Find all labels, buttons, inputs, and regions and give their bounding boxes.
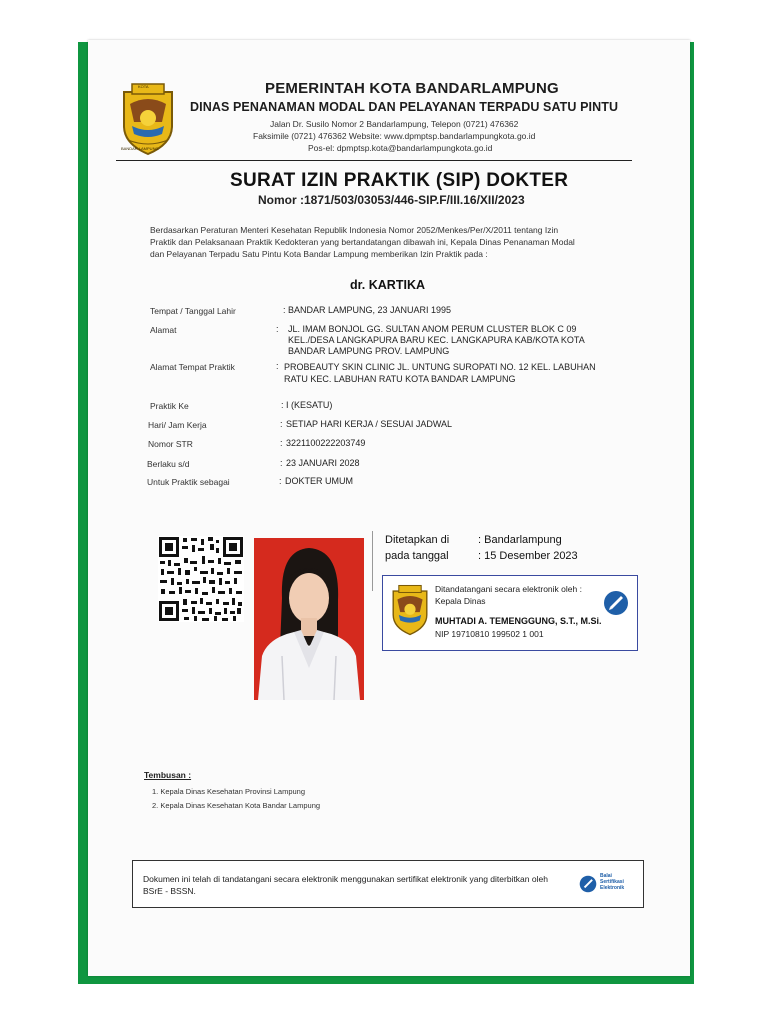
colon: : (279, 476, 282, 486)
footer-note-line: BSrE - BSSN. (143, 886, 196, 896)
qr-code-icon (158, 536, 244, 622)
str-value: 3221100222203749 (286, 438, 366, 448)
colon: : (283, 305, 286, 315)
address-line-3: BANDAR LAMPUNG PROV. LAMPUNG (288, 346, 450, 356)
copies-item: 1. Kepala Dinas Kesehatan Provinsi Lampung (152, 787, 306, 796)
city-emblem-icon (389, 583, 431, 637)
intro-paragraph (150, 224, 640, 260)
birth-label: Tempat / Tanggal Lahir (150, 306, 236, 316)
footer-note (143, 873, 583, 897)
logo-top-text: KOTA (138, 84, 149, 89)
address-value (288, 324, 585, 357)
valid-value: 23 JANUARI 2028 (286, 458, 360, 468)
practice-address-label: Alamat Tempat Praktik (150, 362, 235, 372)
official-nip: NIP 19710810 199502 1 001 (435, 629, 544, 639)
colon: : (280, 458, 283, 468)
fax-website-line: Faksimile (0721) 476362 Website: www.dpmptsp.bandarlampungkota.go.id (253, 131, 536, 141)
signature-divider (372, 531, 373, 591)
str-label: Nomor STR (148, 439, 193, 449)
purpose-label: Untuk Praktik sebagai (147, 477, 230, 487)
colon: : (280, 419, 283, 429)
bsre-logo-line: Balai (600, 873, 612, 879)
document-number: Nomor :1871/503/03053/446-SIP.F/III.16/XII/2023 (258, 193, 525, 207)
address-line-2: KEL./DESA LANGKAPURA BARU KEC. LANGKAPURA KAB/KOTA KOTA (288, 335, 585, 345)
date-value: : 15 Desember 2023 (478, 550, 578, 562)
address-label: Alamat (150, 325, 177, 335)
hours-value: SETIAP HARI KERJA / SESUAI JADWAL (286, 419, 453, 429)
signed-note: Ditandatangani secara elektronik oleh : (435, 584, 582, 594)
bsre-logo-line: Sertifikasi (600, 879, 624, 885)
intro-line: Berdasarkan Peraturan Menteri Kesehatan Republik Indonesia Nomor 2052/Menkes/Per/X/2011 tentang Izin (150, 225, 559, 235)
set-at-label: Ditetapkan di (385, 534, 450, 546)
set-at-value: : Bandarlampung (478, 534, 562, 546)
footer-note-line: Dokumen ini telah di tandatangani secara elektronik menggunakan sertifikat elektronik yang diterbitkan oleh (143, 874, 548, 884)
colon: : (281, 400, 284, 410)
practice-no-value: I (KESATU) (286, 400, 333, 410)
applicant-photo (254, 538, 364, 700)
e-signature-box (382, 575, 638, 651)
practice-no-label: Praktik Ke (150, 401, 189, 411)
dept-heading: DINAS PENANAMAN MODAL DAN PELAYANAN TERPADU SATU PINTU (190, 100, 619, 114)
practice-address-value (284, 361, 596, 385)
bsre-seal-icon (603, 590, 629, 616)
bsre-logo-line: Elektronik (600, 885, 625, 891)
header-divider (116, 160, 632, 161)
gov-heading: PEMERINTAH KOTA BANDARLAMPUNG (265, 80, 559, 97)
position: Kepala Dinas (435, 596, 486, 606)
logo-bottom-text: BANDAR LAMPUNG (121, 146, 159, 151)
copies-title: Tembusan : (144, 770, 192, 780)
official-name: MUHTADI A. TEMENGGUNG, S.T., M.Si. (435, 616, 602, 626)
hours-label: Hari/ Jam Kerja (148, 420, 207, 430)
practice-address-line-2: RATU KEC. LABUHAN RATU KOTA BANDAR LAMPUNG (284, 374, 516, 384)
document-title: SURAT IZIN PRAKTIK (SIP) DOKTER (230, 170, 569, 191)
practice-address-line-1: PROBEAUTY SKIN CLINIC JL. UNTUNG SUROPATI NO. 12 KEL. LABUHAN (284, 362, 596, 372)
valid-label: Berlaku s/d (147, 459, 190, 469)
colon: : (276, 361, 279, 371)
bsre-logo-icon (579, 875, 597, 893)
city-emblem-icon (118, 82, 178, 156)
copies-item: 2. Kepala Dinas Kesehatan Kota Bandar Lampung (152, 801, 321, 810)
date-label: pada tanggal (385, 550, 449, 562)
purpose-value: DOKTER UMUM (285, 476, 353, 486)
doctor-name: dr. KARTIKA (350, 278, 425, 292)
colon: : (276, 324, 279, 334)
birth-value: BANDAR LAMPUNG, 23 JANUARI 1995 (288, 305, 452, 315)
colon: : (280, 438, 283, 448)
email-line: Pos-el: dpmptsp.kota@bandarlampungkota.go.id (308, 143, 493, 153)
address-line: Jalan Dr. Susilo Nomor 2 Bandarlampung, Telepon (0721) 476362 (270, 119, 519, 129)
address-line-1: JL. IMAM BONJOL GG. SULTAN ANOM PERUM CLUSTER BLOK C 09 (288, 324, 577, 334)
footer-note-box (132, 860, 644, 908)
bsre-logo-text (600, 873, 624, 891)
intro-line: dan Pelayanan Terpadu Satu Pintu Kota Bandar Lampung memberikan Izin Praktik pada : (150, 249, 488, 259)
intro-line: Praktik dan Pelaksanaan Praktik Kedokteran yang bertandatangan dibawah ini, Kepala Dinas Penanaman Modal (150, 237, 575, 247)
